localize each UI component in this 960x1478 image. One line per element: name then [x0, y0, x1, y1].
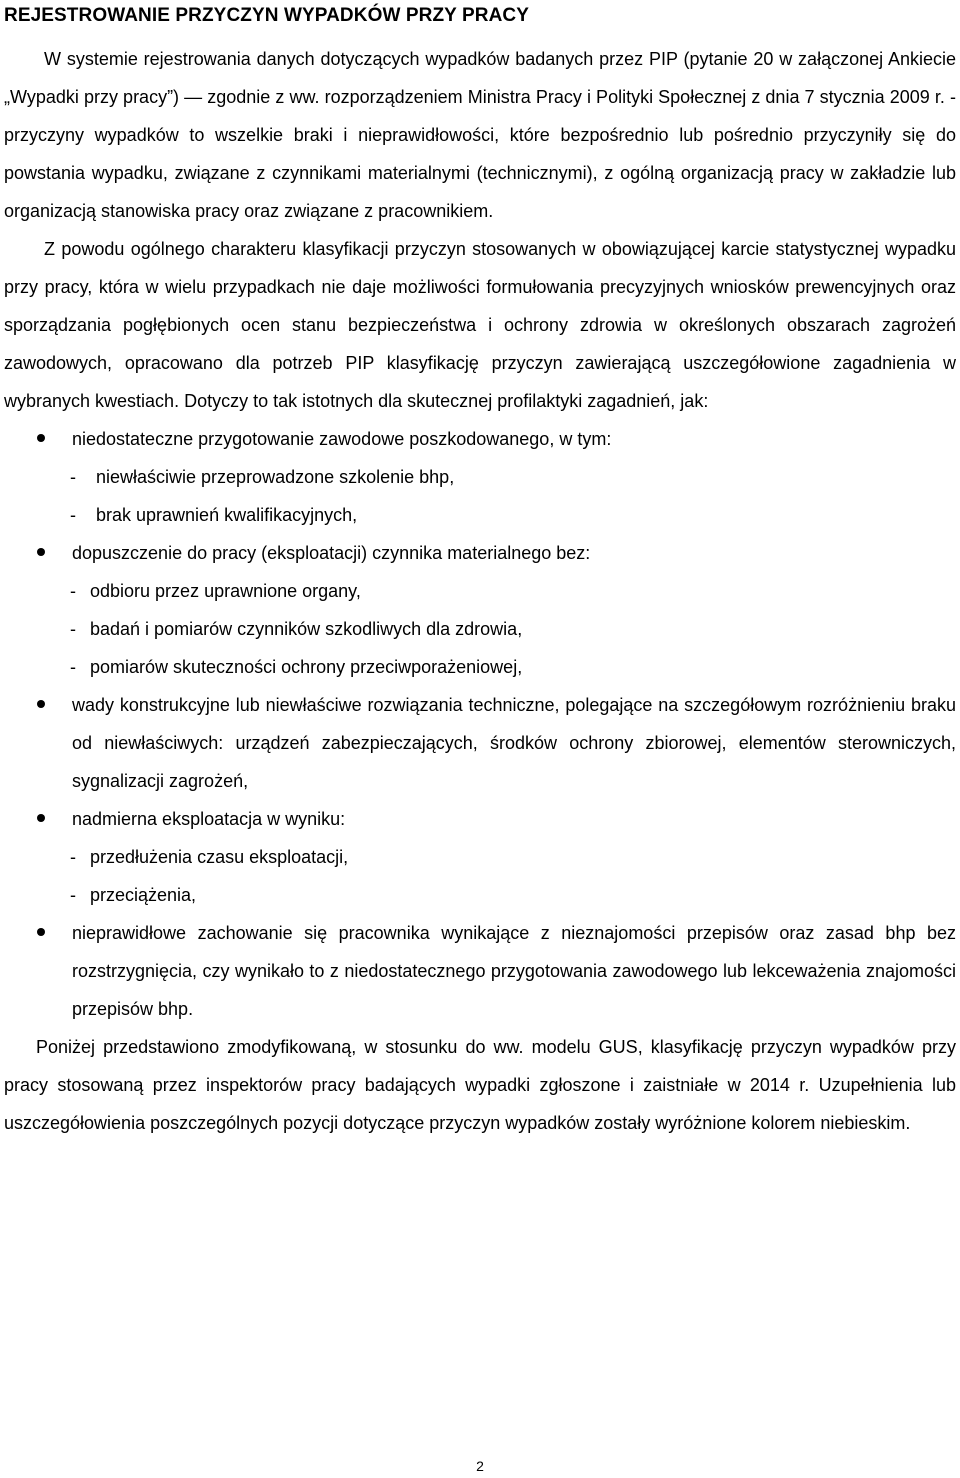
document-title: REJESTROWANIE PRZYCZYN WYPADKÓW PRZY PRACY: [4, 5, 529, 26]
bullet-item: [4, 914, 956, 1028]
paragraph-classification: Z powodu ogólnego charakteru klasyfikacji przyczyn stosowanych w obowiązującej karcie statystycznej wypadku przy pracy, która w wielu przypadkach nie daje możliwości formułowania precyzyjnych wniosków prewencyjnych oraz sporządzania pogłębionych ocen stanu bezpieczeństwa i ochrony zdrowia w określonych obszarach zagrożeń zawodowych, opracowano dla potrzeb PIP klasyfikację przyczyn zawierającą uszczegółowione zagadnienia w wybranych kwestiach. Dotyczy to tak istotnych dla skutecznej profilaktyki zagadnień, jak:: [4, 239, 956, 411]
sub-item-text: odbioru przez uprawnione organy,: [90, 581, 361, 601]
bullet-text: dopuszczenie do pracy (eksploatacji) czynnika materialnego bez:: [72, 543, 591, 563]
sub-item-text: badań i pomiarów czynników szkodliwych dla zdrowia,: [90, 619, 523, 639]
bullet-text: nieprawidłowe zachowanie się pracownika wynikające z nieznajomości przepisów oraz zasad bhp bez rozstrzygnięcia, czy wynikało to z niedostatecznego przygotowania zawodowego lub lekceważenia znajomości przepisów bhp.: [72, 923, 956, 1019]
dash-marker: -: [70, 467, 76, 487]
sub-item: [4, 648, 956, 686]
bullet-list: [4, 420, 956, 1028]
sub-item: [4, 876, 956, 914]
sub-item-text: przedłużenia czasu eksploatacji,: [90, 847, 349, 867]
sub-item: [4, 458, 956, 496]
bullet-text: wady konstrukcyjne lub niewłaściwe rozwiązania techniczne, polegające na szczegółowym rozróżnieniu braku od niewłaściwych: urządzeń zabezpieczających, środków ochrony zbiorowej, elementów sterowniczych, sygnalizacji zagrożeń,: [72, 695, 956, 791]
bullet-icon: [37, 434, 45, 442]
sub-list: [4, 838, 956, 914]
paragraph-definition: W systemie rejestrowania danych dotyczących wypadków badanych przez PIP (pytanie 20 w załączonej Ankiecie „Wypadki przy pracy”) — zgodnie z ww. rozporządzeniem Ministra Pracy i Polityki Społecznej z dnia 7 stycznia 2009 r. - przyczyny wypadków to wszelkie braki i nieprawidłowości, które bezpośrednio lub pośrednio przyczyniły się do powstania wypadku, związane z czynnikami materialnymi (technicznymi), z ogólną organizacją pracy w zakładzie lub organizacją stanowiska pracy oraz związane z pracownikiem.: [4, 49, 956, 221]
sub-list: [4, 572, 956, 686]
sub-item: [4, 610, 956, 648]
sub-list-container: [4, 572, 956, 686]
bullet-icon: [37, 928, 45, 936]
bullet-item: [4, 686, 956, 800]
bullet-icon: [37, 548, 45, 556]
dash-marker: -: [70, 581, 76, 601]
sub-item: [4, 572, 956, 610]
sub-item: [4, 838, 956, 876]
bullet-item: [4, 534, 956, 572]
sub-item: [4, 496, 956, 534]
document-page: [4, 2, 956, 1142]
dash-marker: -: [70, 847, 76, 867]
bullet-item: [4, 420, 956, 458]
page-number: 2: [476, 1458, 484, 1474]
dash-marker: -: [70, 657, 76, 677]
sub-list-container: [4, 458, 956, 534]
sub-item-text: niewłaściwie przeprowadzone szkolenie bhp,: [96, 467, 455, 487]
sub-item-text: pomiarów skuteczności ochrony przeciwporażeniowej,: [90, 657, 523, 677]
sub-list: [4, 458, 956, 534]
bullet-text: niedostateczne przygotowanie zawodowe poszkodowanego, w tym:: [72, 429, 612, 449]
bullet-text: nadmierna eksploatacja w wyniku:: [72, 809, 346, 829]
sub-list-container: [4, 838, 956, 914]
sub-item-text: brak uprawnień kwalifikacyjnych,: [96, 505, 358, 525]
dash-marker: -: [70, 885, 76, 905]
bullet-item: [4, 800, 956, 838]
sub-item-text: przeciążenia,: [90, 885, 197, 905]
paragraph-closing: Poniżej przedstawiono zmodyfikowaną, w stosunku do ww. modelu GUS, klasyfikację przyczyn wypadków przy pracy stosowaną przez inspektorów pracy badających wypadki zgłoszone i zaistniałe w 2014 r. Uzupełnienia lub uszczegółowienia poszczególnych pozycji dotyczące przyczyn wypadków zostały wyróżnione kolorem niebieskim.: [4, 1037, 956, 1133]
bullet-icon: [37, 700, 45, 708]
dash-marker: -: [70, 619, 76, 639]
bullet-icon: [37, 814, 45, 822]
dash-marker: -: [70, 505, 76, 525]
